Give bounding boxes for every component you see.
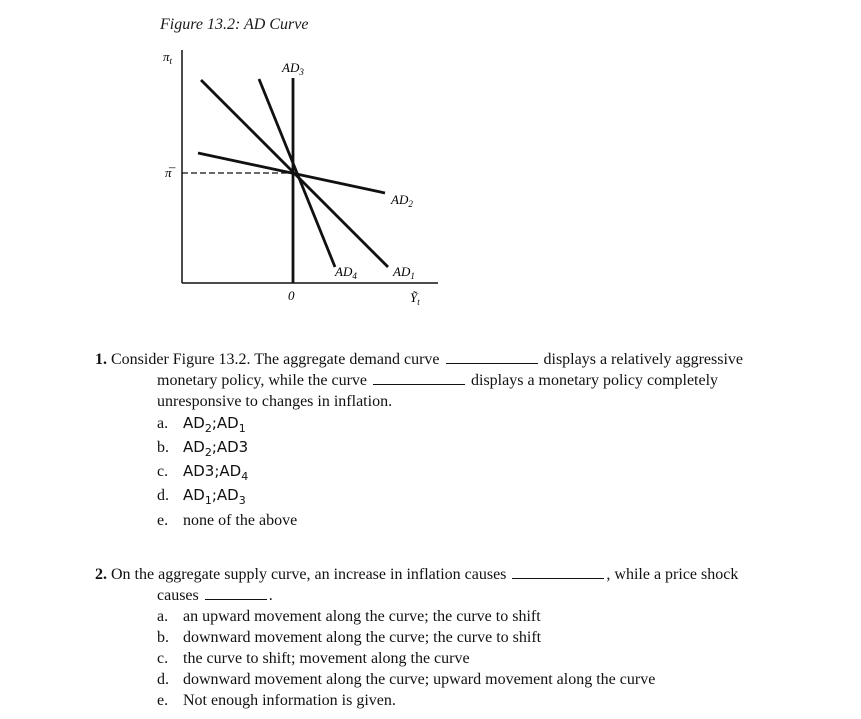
q1-option-d[interactable]: d. $AD_1;AD_3$ — [157, 486, 246, 507]
q1-blank-1[interactable] — [446, 349, 538, 364]
q2-number: 2. — [95, 566, 107, 583]
figure-title: Figure 13.2: AD Curve — [160, 16, 309, 33]
q2-option-e[interactable]: e. Not enough information is given. — [157, 692, 396, 709]
q2-text-a: On the aggregate supply curve, an increase in inflation causes — [111, 566, 507, 583]
q1-blank-2[interactable] — [373, 370, 465, 385]
q1-option-e[interactable]: e. none of the above — [157, 512, 298, 529]
q1-stem-line-1 — [95, 349, 835, 370]
ad4-curve — [259, 79, 335, 267]
q1-text-b: displays a relatively aggressive — [543, 351, 743, 368]
q2-option-c[interactable]: c. the curve to shift; movement along the curve — [157, 650, 470, 667]
ad-curve-figure — [0, 0, 861, 340]
q2-stem-line-1 — [95, 564, 835, 585]
origin-label: 0 — [288, 288, 295, 303]
q1-number: 1. — [95, 351, 107, 368]
ad2-label: $AD_2$ — [391, 192, 413, 209]
y-axis-label: $\pi_t$ — [163, 49, 173, 66]
q2-text-c: causes — [157, 587, 199, 604]
q1-stem-line-2 — [95, 370, 835, 391]
pi-bar-label: π̅ — [165, 165, 172, 180]
q1-text-d: displays a monetary policy completely — [471, 372, 719, 389]
question-2 — [95, 564, 835, 711]
q2-option-a[interactable]: a. an upward movement along the curve; the curve to shift — [157, 608, 541, 625]
x-axis-label: Ỹ$_t$ — [410, 290, 420, 307]
q2-blank-2[interactable] — [205, 585, 267, 600]
q2-text-b: , while a price shock — [606, 566, 739, 583]
ad4-label: $AD_4$ — [335, 264, 357, 281]
q1-text-a: Consider Figure 13.2. The aggregate demand curve — [111, 351, 440, 368]
q2-option-b[interactable]: b. downward movement along the curve; the curve to shift — [157, 629, 542, 646]
q1-text-c: monetary policy, while the curve — [157, 372, 367, 389]
q2-text-d: . — [268, 587, 273, 604]
q1-option-b[interactable]: b. $AD_2;AD3$ — [157, 438, 249, 459]
q2-blank-1[interactable] — [512, 564, 604, 579]
ad1-label: $AD_1$ — [393, 264, 415, 281]
q1-option-c[interactable]: c. $AD3;AD_4$ — [157, 462, 249, 483]
q2-options — [157, 606, 835, 711]
q1-stem-line-3: unresponsive to changes in inflation. — [157, 393, 393, 410]
q1-option-a[interactable]: a. $AD_2;AD_1$ — [157, 414, 246, 435]
q2-stem-line-2 — [95, 585, 835, 606]
ad3-label: $AD_3$ — [282, 60, 304, 77]
q2-option-d[interactable]: d. downward movement along the curve; upward movement along the curve — [157, 671, 656, 688]
q1-options — [157, 412, 835, 534]
question-1 — [95, 349, 835, 534]
